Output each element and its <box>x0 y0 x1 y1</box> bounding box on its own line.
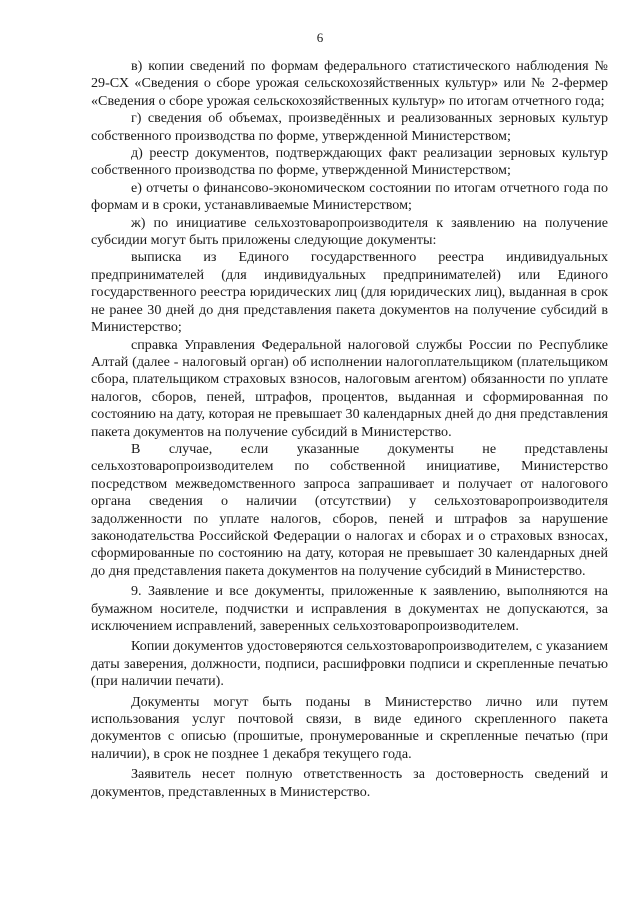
paragraph-zh: ж) по инициативе сельхозтоваропроизводителя к заявлению на получение субсидии могут быть приложены следующие документы: <box>91 214 608 249</box>
document-body <box>91 58 608 801</box>
page-number: 6 <box>316 30 324 45</box>
paragraph-egrip-extract: выписка из Единого государственного реестра индивидуальных предпринимателей (для индивидуальных предпринимателей) или Единого государственного реестра юридических лиц (для юридических лиц), выданная в срок не ранее 30 дней до дня представления пакета документов на получение субсидий в Министерство; <box>91 249 608 336</box>
paragraph-copies: Копии документов удостоверяются сельхозтоваропроизводителем, с указанием даты заверения, должности, подписи, расшифровки подписи и скрепленные печатью (при наличии печати). <box>91 638 608 690</box>
paragraph-responsibility: Заявитель несет полную ответственность за достоверность сведений и документов, представленных в Министерство. <box>91 766 608 800</box>
paragraph-interagency-request: В случае, если указанные документы не представлены сельхозтоваропроизводителем по собственной инициативе, Министерство посредством межведомственного запроса запрашивает и получает от налогового органа сведения о наличии (отсутствии) у сельхозтоваропроизводителя задолженности по уплате налогов, сборов, пеней и штрафов за нарушение законодательства Российской Федерации о налогах и сборах и о страховых взносах, сформированные по состоянию на дату, которая не превышает 30 календарных дней до дня представления пакета документов на получение субсидий в Министерство. <box>91 440 608 579</box>
paragraph-v: в) копии сведений по формам федерального статистического наблюдения № 29-СХ «Сведения о сборе урожая сельскохозяйственных культур» или № 2-фермер «Сведения о сборе урожая сельскохозяйственных культур» по итогам отчетного года; <box>91 58 608 109</box>
paragraph-e: е) отчеты о финансово-экономическом состоянии по итогам отчетного года по формам и в сроки, устанавливаемые Министерством; <box>91 179 608 214</box>
paragraph-tax-certificate: справка Управления Федеральной налоговой службы России по Республике Алтай (далее - налоговый орган) об исполнении налогоплательщиком (плательщиком сбора, плательщиком страховых взносов, налоговым агентом) обязанности по уплате налогов, сборов, пеней, штрафов, процентов, выданная и сформированная по состоянию на дату, которая не превышает 30 календарных дней до дня представления пакета документов на получение субсидий в Министерство. <box>91 336 608 440</box>
paragraph-submission: Документы могут быть поданы в Министерство лично или путем использования услуг почтовой связи, в виде единого скрепленного пакета документов с описью (прошитые, пронумерованные и скрепленные печатью (при наличии), в срок не позднее 1 декабря текущего года. <box>91 693 608 762</box>
paragraph-g: г) сведения об объемах, произведённых и реализованных зерновых культур собственного производства по форме, утвержденной Министерством; <box>91 110 608 144</box>
paragraph-9: 9. Заявление и все документы, приложенные к заявлению, выполняются на бумажном носителе, подчистки и исправления в документах не допускаются, за исключением исправлений, заверенных сельхозтоваропроизводителем. <box>91 583 608 634</box>
paragraph-d: д) реестр документов, подтверждающих факт реализации зерновых культур собственного производства по форме, утвержденной Министерством; <box>91 145 608 179</box>
